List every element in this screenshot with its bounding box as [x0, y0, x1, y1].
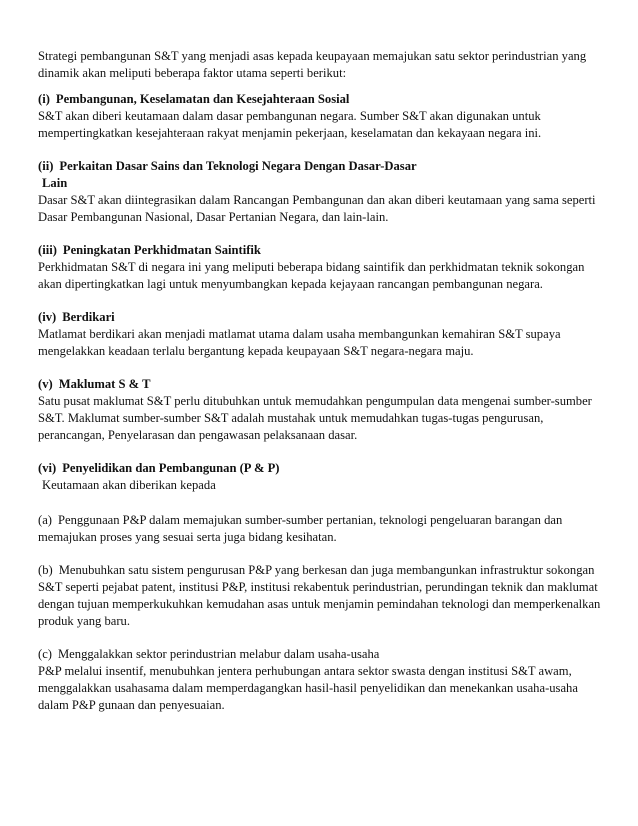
subitem-number: (b) [38, 563, 53, 577]
section-number: (vi) [38, 461, 57, 475]
subitem-first-line [38, 512, 608, 529]
subitem-first-line [38, 562, 608, 579]
subitem-number: (c) [38, 647, 52, 661]
section-vi [38, 460, 608, 494]
section-ii [38, 158, 608, 226]
document-page [38, 48, 608, 730]
section-heading [38, 309, 608, 326]
section-number: (i) [38, 92, 50, 106]
subitem-b [38, 562, 608, 630]
section-body: Perkhidmatan S&T di negara ini yang meliputi beberapa bidang saintifik dan perkhidmatan teknik sokongan akan dipertingkatkan lagi untuk menyumbangkan kepada kejayaan rancangan pembangunan negara. [38, 260, 585, 291]
section-iii [38, 242, 608, 293]
subitem-first-line [38, 646, 608, 663]
section-title: Berdikari [62, 310, 115, 324]
subitem-text: Menubuhkan satu sistem pengurusan P&P yang berkesan dan juga membangunkan infrastruktur sokongan [58, 563, 595, 577]
section-number: (iv) [38, 310, 57, 324]
section-iv [38, 309, 608, 360]
subitem-c [38, 646, 608, 714]
subitem-text: Penggunaan P&P dalam memajukan sumber-sumber pertanian, teknologi pengeluaran barangan dan [57, 513, 563, 527]
section-body: Matlamat berdikari akan menjadi matlamat utama dalam usaha membangunkan kemahiran S&T supaya mengelakkan keadaan terlalu bergantung kepada keupayaan S&T negara-negara maju. [38, 327, 561, 358]
section-heading [38, 91, 608, 108]
intro-paragraph: Strategi pembangunan S&T yang menjadi asas kepada keupayaan memajukan satu sektor perindustrian yang dinamik akan meliputi beberapa faktor utama seperti berikut: [38, 49, 587, 80]
section-v [38, 376, 608, 444]
section-heading [38, 242, 608, 259]
section-title: Pembangunan, Keselamatan dan Kesejahteraan Sosial [55, 92, 350, 106]
section-number: (ii) [38, 159, 54, 173]
section-body: Satu pusat maklumat S&T perlu ditubuhkan untuk memudahkan pengumpulan data mengenai sumber-sumber S&T. Maklumat sumber-sumber S&T adalah mustahak untuk memudahkan tugas-tugas pengurusan, perancangan, Penyelarasan dan pengawasan pelaksanaan dasar. [38, 394, 592, 442]
section-number: (v) [38, 377, 53, 391]
section-title: Penyelidikan dan Pembangunan (P & P) [62, 461, 280, 475]
section-body: Dasar S&T akan diintegrasikan dalam Rancangan Pembangunan dan akan diberi keutamaan yang sama seperti Dasar Pembangunan Nasional, Dasar Pertanian Negara, dan lain-lain. [38, 193, 596, 224]
section-body: S&T akan diberi keutamaan dalam dasar pembangunan negara. Sumber S&T akan digunakan untuk mempertingkatkan kesejahteraan rakyat menjamin pekerjaan, keselamatan dan kekayaan negara ini. [38, 109, 542, 140]
section-title-continuation: Lain [42, 176, 68, 190]
section-heading [38, 158, 608, 175]
section-number: (iii) [38, 243, 57, 257]
section-title: Maklumat S & T [58, 377, 151, 391]
section-heading [38, 460, 608, 477]
section-heading [38, 376, 608, 393]
subitem-continuation: P&P melalui insentif, menubuhkan jentera perhubungan antara sektor swasta dengan institusi S&T awam, menggalakkan usahasama dalam memperdagangkan hasil-hasil penyelidikan dan menekankan usaha-usaha dalam P&P gunaan dan penyesuaian. [38, 664, 578, 712]
section-body: Keutamaan akan diberikan kepada [42, 478, 216, 492]
section-i [38, 91, 608, 142]
section-title: Peningkatan Perkhidmatan Saintifik [62, 243, 261, 257]
subitem-number: (a) [38, 513, 52, 527]
subitem-a [38, 512, 608, 546]
subitem-text: Menggalakkan sektor perindustrian melabur dalam usaha-usaha [57, 647, 380, 661]
subitem-continuation: S&T seperti pejabat patent, institusi P&P, institusi rekabentuk perindustrian, perundingan teknik dan maklumat dengan tujuan memperkukuhkan kemudahan asas untuk menjamin pemindahan teknologi dan memperkenalkan produk yang baru. [38, 580, 601, 628]
section-title: Perkaitan Dasar Sains dan Teknologi Negara Dengan Dasar-Dasar [59, 159, 417, 173]
subitem-continuation: memajukan proses yang sesuai serta juga bidang kesihatan. [38, 530, 337, 544]
